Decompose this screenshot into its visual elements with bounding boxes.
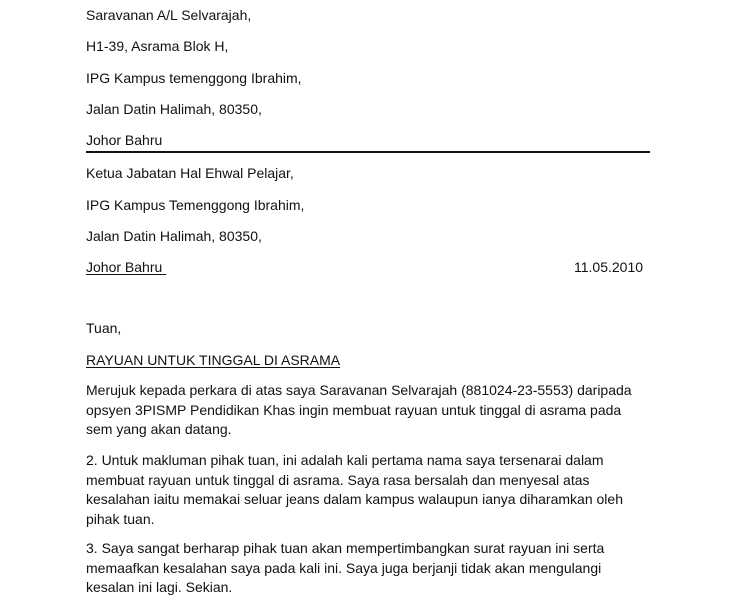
recipient-address-line-3: [86, 258, 166, 276]
paragraph-line: memaafkan kesalahan saya pada kali ini. Saya juga berjanji tidak akan mengulangi: [86, 559, 602, 576]
sender-address-line-3: Jalan Datin Halimah, 80350,: [86, 101, 262, 117]
letter-date: 11.05.2010: [574, 259, 644, 275]
header-divider: [86, 151, 650, 153]
recipient-address-line-1: IPG Kampus Temenggong Ibrahim,: [86, 197, 305, 213]
recipient-title: Ketua Jabatan Hal Ehwal Pelajar,: [86, 165, 294, 181]
paragraph-line: pihak tuan.: [86, 510, 155, 527]
recipient-address-line-2: Jalan Datin Halimah, 80350,: [86, 228, 262, 244]
paragraph-line: 3. Saya sangat berharap pihak tuan akan mempertimbangkan surat rayuan ini serta: [86, 540, 605, 556]
paragraph-line: kesalan ini lagi. Sekian.: [86, 579, 233, 595]
body-paragraph-2: [86, 451, 666, 529]
sender-name: Saravanan A/L Selvarajah,: [86, 7, 252, 23]
body-paragraph-1: [86, 381, 666, 440]
sender-address-line-1: H1-39, Asrama Blok H,: [86, 38, 229, 54]
body-paragraph-3: [86, 539, 666, 598]
paragraph-line: opsyen 3PISMP Pendidikan Khas ingin membuat rayuan untuk tinggal di asrama pada: [86, 401, 622, 418]
subject-text: RAYUAN UNTUK TINGGAL DI ASRAMA: [86, 352, 341, 368]
salutation: Tuan,: [86, 320, 122, 336]
recipient-city-underlined: Johor Bahru: [86, 259, 163, 275]
paragraph-line: membuat rayuan untuk tinggal di asrama. Saya rasa bersalah dan menyesal atas: [86, 471, 590, 488]
subject-line: [86, 351, 340, 369]
paragraph-line: Merujuk kepada perkara di atas saya Saravanan Selvarajah (881024-23-5553) daripada: [86, 382, 632, 398]
paragraph-line: sem yang akan datang.: [86, 421, 232, 437]
sender-address-line-4: Johor Bahru: [86, 132, 163, 148]
sender-address-line-2: IPG Kampus temenggong Ibrahim,: [86, 70, 302, 86]
paragraph-line: 2. Untuk makluman pihak tuan, ini adalah kali pertama nama saya tersenarai dalam: [86, 452, 604, 468]
paragraph-line: kesalahan iaitu memakai seluar jeans dalam kampus walaupun ianya diharamkan oleh: [86, 491, 623, 507]
